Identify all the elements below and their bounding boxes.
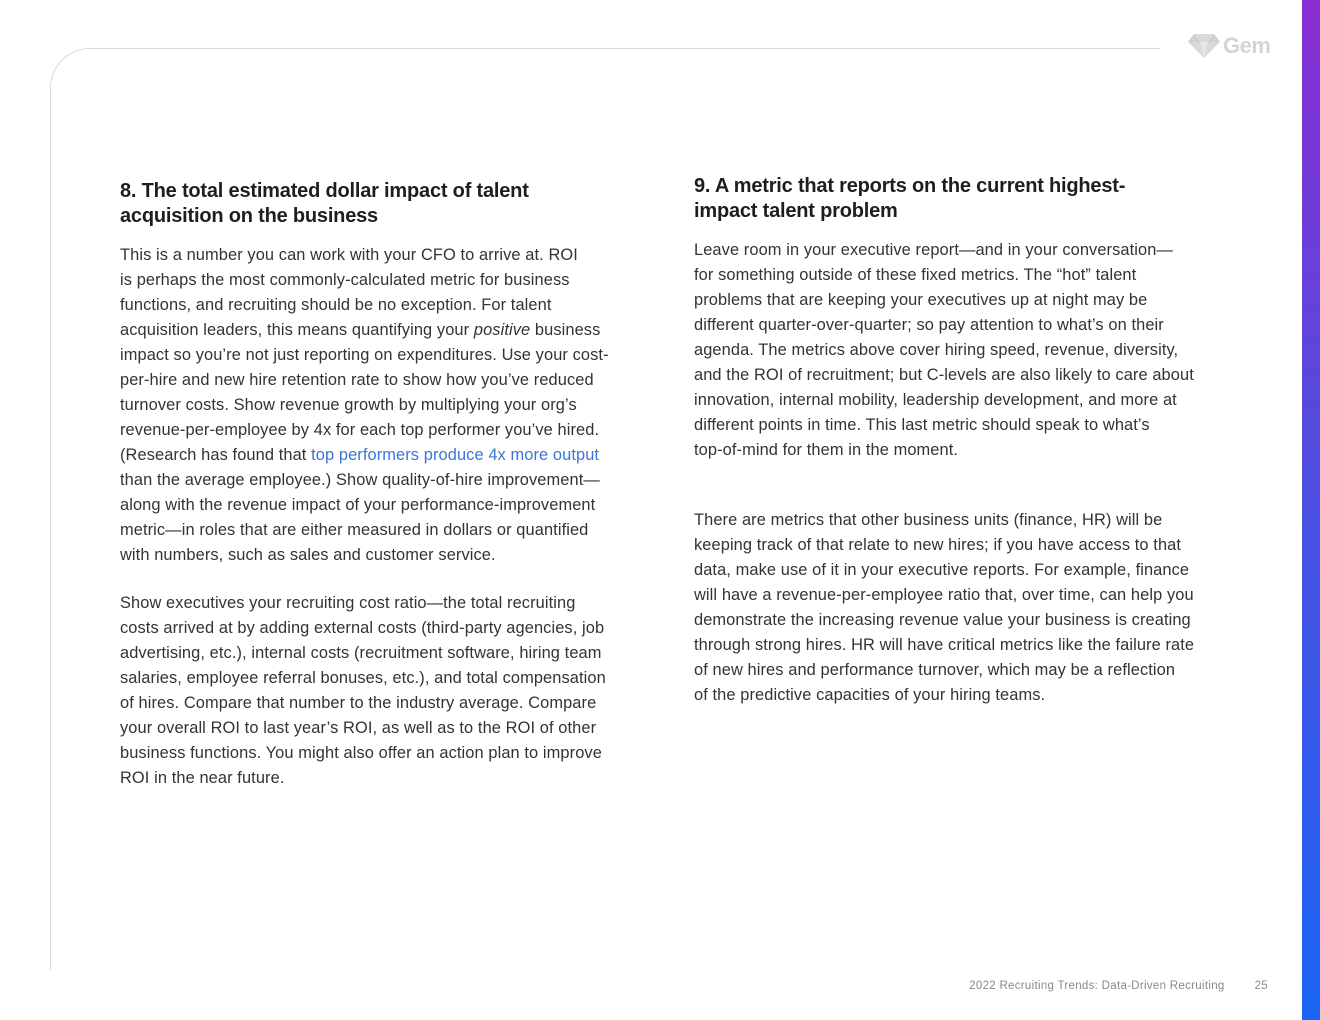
logo-wordmark: Gem	[1223, 33, 1271, 58]
heading-line: 8. The total estimated dollar impact of talent	[120, 180, 529, 202]
section-9-heading	[694, 174, 1224, 224]
text-line: acquisition leaders, this means quantifying your	[120, 321, 474, 339]
text-line: different quarter-over-quarter; so pay attention to what’s on their	[694, 316, 1164, 334]
text-line: with numbers, such as sales and customer service.	[120, 546, 496, 564]
text-line: your overall ROI to last year’s ROI, as well as to the ROI of other	[120, 719, 597, 737]
text-line: metric—in roles that are either measured in dollars or quantified	[120, 521, 589, 539]
section-8	[120, 179, 650, 791]
text-line: innovation, internal mobility, leadership development, and more at	[694, 391, 1177, 409]
section-8-paragraph-1	[120, 243, 650, 568]
text-line: of the predictive capacities of your hiring teams.	[694, 686, 1046, 704]
section-9-paragraph-1	[694, 238, 1224, 463]
text-line: top-of-mind for them in the moment.	[694, 441, 959, 459]
accent-gradient-bar	[1302, 0, 1320, 1020]
section-8-heading	[120, 179, 650, 229]
text-line: keeping track of that relate to new hires; if you have access to that	[694, 536, 1182, 554]
text-line: will have a revenue-per-employee ratio that, over time, can help you	[694, 586, 1194, 604]
text-line: turnover costs. Show revenue growth by multiplying your org’s	[120, 396, 577, 414]
section-9-paragraph-2	[694, 508, 1224, 708]
emphasis-positive: positive	[473, 321, 531, 339]
text-line: ROI in the near future.	[120, 769, 285, 787]
research-link[interactable]: top performers produce 4x more output	[311, 446, 600, 464]
text-line: is perhaps the most commonly-calculated metric for business	[120, 271, 570, 289]
text-line: business	[530, 321, 601, 339]
text-line: costs arrived at by adding external costs (third-party agencies, job	[120, 619, 605, 637]
text-line: Show executives your recruiting cost ratio—the total recruiting	[120, 594, 576, 612]
text-line: Leave room in your executive report—and in your conversation—	[694, 241, 1173, 259]
text-line: for something outside of these fixed metrics. The “hot” talent	[694, 266, 1137, 284]
text-line: demonstrate the increasing revenue value your business is creating	[694, 611, 1191, 629]
heading-line: acquisition on the business	[120, 205, 378, 227]
heading-line: 9. A metric that reports on the current highest-	[694, 175, 1126, 197]
text-line: business functions. You might also offer an action plan to improve	[120, 744, 602, 762]
text-line: (Research has found that	[120, 446, 312, 464]
text-line: impact so you’re not just reporting on expenditures. Use your cost-	[120, 346, 609, 364]
gem-logo	[1188, 33, 1270, 59]
text-line: functions, and recruiting should be no exception. For talent	[120, 296, 552, 314]
footer-title: 2022 Recruiting Trends: Data-Driven Recruiting	[969, 980, 1225, 992]
page-footer	[969, 980, 1268, 992]
text-line: through strong hires. HR will have critical metrics like the failure rate	[694, 636, 1195, 654]
text-line: data, make use of it in your executive reports. For example, finance	[694, 561, 1190, 579]
text-line: This is a number you can work with your CFO to arrive at. ROI	[120, 246, 578, 264]
section-9	[694, 174, 1224, 708]
text-line: and the ROI of recruitment; but C-levels are also likely to care about	[694, 366, 1194, 384]
text-line: than the average employee.) Show quality-of-hire improvement—	[120, 471, 600, 489]
heading-line: impact talent problem	[694, 200, 898, 222]
text-line: revenue-per-employee by 4x for each top performer you’ve hired.	[120, 421, 600, 439]
page-number: 25	[1254, 980, 1268, 992]
text-line: problems that are keeping your executives up at night may be	[694, 291, 1148, 309]
text-line: advertising, etc.), internal costs (recruitment software, hiring team	[120, 644, 602, 662]
text-line: of hires. Compare that number to the industry average. Compare	[120, 694, 597, 712]
text-line: of new hires and performance turnover, which may be a reflection	[694, 661, 1176, 679]
text-line: salaries, employee referral bonuses, etc.), and total compensation	[120, 669, 606, 687]
section-8-paragraph-2	[120, 591, 650, 791]
text-line: along with the revenue impact of your performance-improvement	[120, 496, 596, 514]
gem-diamond-icon	[1188, 33, 1220, 59]
text-line: different points in time. This last metric should speak to what’s	[694, 416, 1150, 434]
text-line: agenda. The metrics above cover hiring speed, revenue, diversity,	[694, 341, 1179, 359]
text-line: There are metrics that other business units (finance, HR) will be	[694, 511, 1163, 529]
text-line: per-hire and new hire retention rate to show how you’ve reduced	[120, 371, 594, 389]
